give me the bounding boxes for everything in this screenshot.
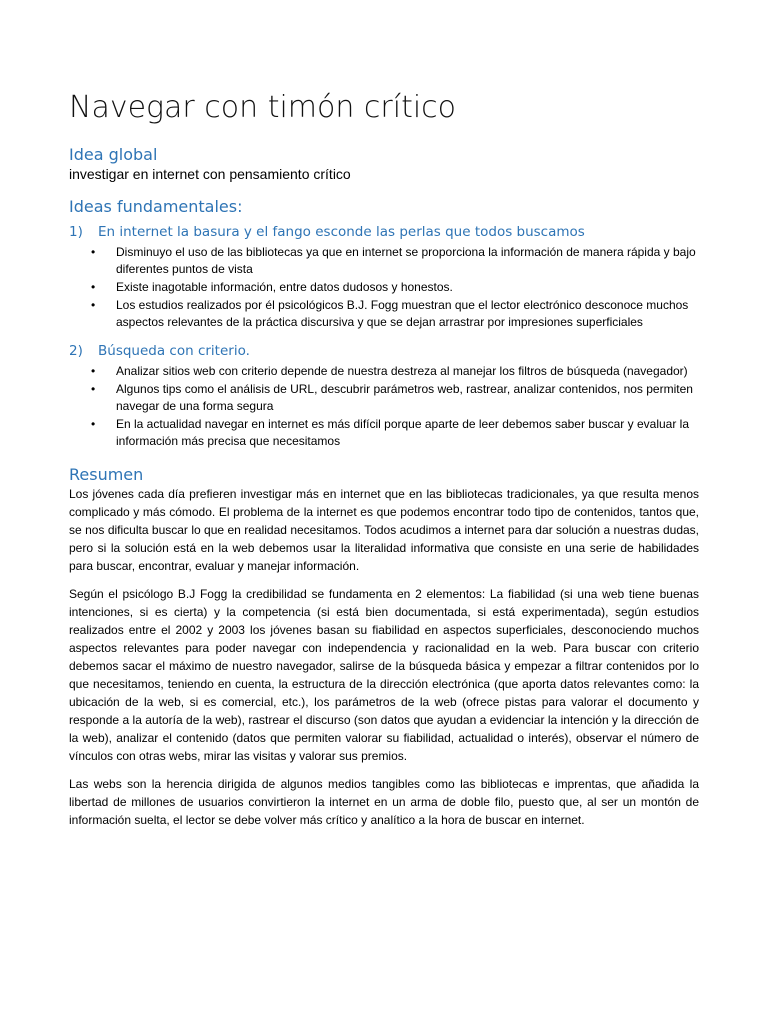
global-idea-text: investigar en internet con pensamiento crítico <box>69 166 351 182</box>
list-item <box>91 416 699 450</box>
bullet-icon: • <box>91 245 96 259</box>
bullet-text: Existe inagotable información, entre datos dudosos y honestos. <box>116 280 453 294</box>
bullet-icon: • <box>91 382 96 396</box>
bullet-text: En la actualidad navegar en internet es más difícil porque aparte de leer debemos saber buscar y evaluar la información más precisa que necesitamos <box>116 417 690 448</box>
summary-heading: Resumen <box>69 465 144 484</box>
idea-2-number: 2) <box>69 343 83 359</box>
document-title: Navegar con timón crítico <box>69 90 457 125</box>
global-idea-heading: Idea global <box>69 145 158 164</box>
idea-1-number: 1) <box>69 224 83 240</box>
idea-1-text: En internet la basura y el fango esconde las perlas que todos buscamos <box>98 224 585 240</box>
list-item <box>91 244 699 278</box>
bullet-icon: • <box>91 417 96 431</box>
list-item <box>91 279 699 296</box>
summary-paragraph-2: Según el psicólogo B.J Fogg la credibilidad se fundamenta en 2 elementos: La fiabilidad (si una web tiene buenas intenciones, si es cierta) y la competencia (si está bien documentada, si está experimentada), según estudios realizados entre el 2002 y 2003 los jóvenes basan su fiabilidad en aspectos superficiales, desconociendo muchos aspectos relevantes para poder navegar con independencia y racionalidad en la web. Para buscar con criterio debemos sacar el máximo de nuestro navegador, salirse de la búsqueda básica y empezar a filtrar contenidos por lo que necesitamos, teniendo en cuenta, la estructura de la dirección electrónica (que aporta datos relevantes como: la ubicación de la web, si es comercial, etc.), los parámetros de la web (ofrece pistas para valorar el documento y responde a la autoría de la web), rastrear el discurso (son datos que ayudan a evidenciar la intención y la dirección de la web), analizar el contenido (datos que permiten valorar su fiabilidad, actualidad o interés), observar el número de vínculos con otras webs, mirar las visitas y valorar sus premios. <box>69 587 699 763</box>
idea-2-text: Búsqueda con criterio. <box>98 343 250 359</box>
list-item <box>91 297 699 331</box>
bullet-icon: • <box>91 364 96 378</box>
bullet-icon: • <box>91 280 96 294</box>
document-page <box>69 88 699 829</box>
summary-paragraph-1: Los jóvenes cada día prefieren investigar más en internet que en las bibliotecas tradicionales, ya que resulta menos complicado y más cómodo. El problema de la internet es que podemos encontrar todo tipo de contenidos, tantos que, se nos dificulta buscar lo que en realidad necesitamos. Todos acudimos a internet para dar solución a nuestras dudas, pero si la solución está en la web debemos usar la literalidad informativa que consiste en una serie de habilidades para buscar, encontrar, evaluar y manejar información. <box>69 487 699 573</box>
idea-1-bullets <box>69 244 699 331</box>
list-item <box>91 381 699 415</box>
bullet-text: Algunos tips como el análisis de URL, descubrir parámetros web, rastrear, analizar contenidos, nos permiten navegar de una forma segura <box>116 382 693 413</box>
list-item <box>91 363 699 380</box>
idea-2-bullets <box>69 363 699 450</box>
summary-paragraph-3: Las webs son la herencia dirigida de algunos medios tangibles como las bibliotecas e imprentas, que añadida la libertad de millones de usuarios convirtieron la internet en un arma de doble filo, puesto que, al ser un montón de información suelta, el lector se debe volver más crítico y analítico a la hora de buscar en internet. <box>69 777 699 827</box>
bullet-text: Los estudios realizados por él psicológicos B.J. Fogg muestran que el lector electrónico desconoce muchos aspectos relevantes de la práctica discursiva y que se dejan arrastrar por impresiones superficiales <box>116 298 689 329</box>
fundamentals-heading: Ideas fundamentales: <box>69 197 243 216</box>
bullet-text: Analizar sitios web con criterio depende de nuestra destreza al manejar los filtros de búsqueda (navegador) <box>116 364 688 378</box>
idea-2-heading <box>69 342 699 360</box>
idea-1-heading <box>69 223 699 241</box>
bullet-text: Disminuyo el uso de las bibliotecas ya que en internet se proporciona la información de manera rápida y bajo diferentes puntos de vista <box>116 245 696 276</box>
bullet-icon: • <box>91 298 96 312</box>
